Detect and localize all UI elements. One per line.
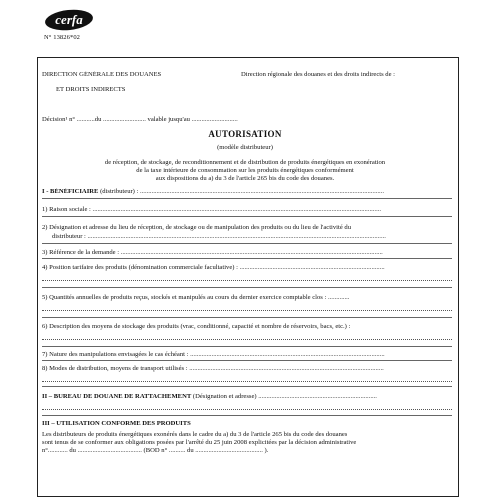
- dotted-fill-line: [42, 310, 452, 311]
- divider: [42, 415, 452, 416]
- dotted-fill-line: [42, 409, 452, 410]
- intro-line-2: de la taxe intérieure de consommation sur les produits énergétiques conformément: [136, 167, 354, 174]
- divider: [42, 287, 452, 288]
- cerfa-logo-text: cerfa: [55, 12, 83, 27]
- decision-line: Décision¹ n° ...........du .......................... valable jusqu'au ............................: [42, 116, 238, 123]
- field-moyens-stockage: 6) Description des moyens de stockage des produits (vrac, conditionné, capacité et nombre de réservoirs, bacs, etc.) :: [42, 323, 351, 330]
- section-3-line-1: Les distributeurs de produits énergétiques exonérés dans le cadre du a) du 3 de l'article 265 bis du code des douanes: [42, 431, 348, 438]
- divider: [42, 198, 452, 199]
- section-3-title: III – UTILISATION CONFORME DES PRODUITS: [42, 420, 191, 427]
- page-subtitle: (modèle distributeur): [217, 144, 273, 151]
- intro-line-3: aux dispositions du a) du 3 de l'article 265 bis du code des douanes.: [155, 175, 335, 182]
- section-1-heading: [42, 188, 384, 196]
- divider: [42, 386, 452, 387]
- field-designation-cont: distributeur : .....................................................................................................................................................................................: [52, 233, 386, 240]
- direction-generale: DIRECTION GÉNÉRALE DES DOUANES: [42, 71, 162, 78]
- section-3-heading: [42, 420, 191, 428]
- cerfa-logo: [44, 9, 94, 31]
- divider: [42, 216, 452, 217]
- field-designation: 2) Désignation et adresse du lieu de réception, de stockage ou de manipulation des produits ou du lieu de l'activité du: [42, 224, 351, 231]
- section-1-title: I - BÉNÉFICIAIRE: [42, 188, 99, 195]
- divider: [42, 346, 452, 347]
- section-3-line-2: sont tenus de se conformer aux obligations posées par l'arrêté du 25 juin 2008 explicitées par la décision administrative: [42, 439, 357, 446]
- field-quantites: 5) Quantités annuelles de produits reçus, stockés et manipulés au cours du dernier exercice comptable clos : .............: [42, 294, 350, 301]
- field-raison-sociale: 1) Raison sociale : ...............................................................................................................................................................................: [42, 206, 382, 213]
- section-2-suffix: (Désignation et adresse) ........................................................................: [191, 393, 377, 400]
- divider: [42, 258, 452, 259]
- direction-regionale: Direction régionale des douanes et des droits indirects de :: [241, 71, 395, 78]
- dotted-fill-line: [42, 339, 452, 340]
- field-modes-distribution: 8) Modes de distribution, moyens de transport utilisés : ......................................................................................................................: [42, 365, 384, 372]
- form-number: N° 13826*02: [44, 34, 81, 41]
- field-reference: 3) Référence de la demande : ...............................................................................................................................................................: [42, 249, 383, 256]
- field-manipulations: 7) Nature des manipulations envisagées le cas échéant : ......................................................................................................................: [42, 351, 385, 358]
- section-1-suffix: (distributeur) : ....................................................................................................................................................: [98, 188, 384, 195]
- page-title: AUTORISATION: [208, 129, 282, 139]
- droits-indirects: ET DROITS INDIRECTS: [56, 86, 126, 93]
- section-3-line-3: n°............ du ....................................... (BOD n° .......... du ......................................... ).: [42, 447, 269, 454]
- dotted-fill-line: [42, 381, 452, 382]
- form-frame: [37, 57, 459, 497]
- divider: [42, 243, 452, 244]
- dotted-fill-line: [42, 280, 452, 281]
- field-position-tarifaire: 4) Position tarifaire des produits (dénomination commerciale facultative) : ........................................................................................: [42, 264, 385, 271]
- divider: [42, 317, 452, 318]
- section-2-title: II – BUREAU DE DOUANE DE RATTACHEMENT: [42, 393, 192, 400]
- intro-line-1: de réception, de stockage, de reconditionnement et de distribution de produits énergétiques en exonération: [104, 159, 386, 166]
- divider: [42, 360, 452, 361]
- section-2-heading: [42, 393, 377, 401]
